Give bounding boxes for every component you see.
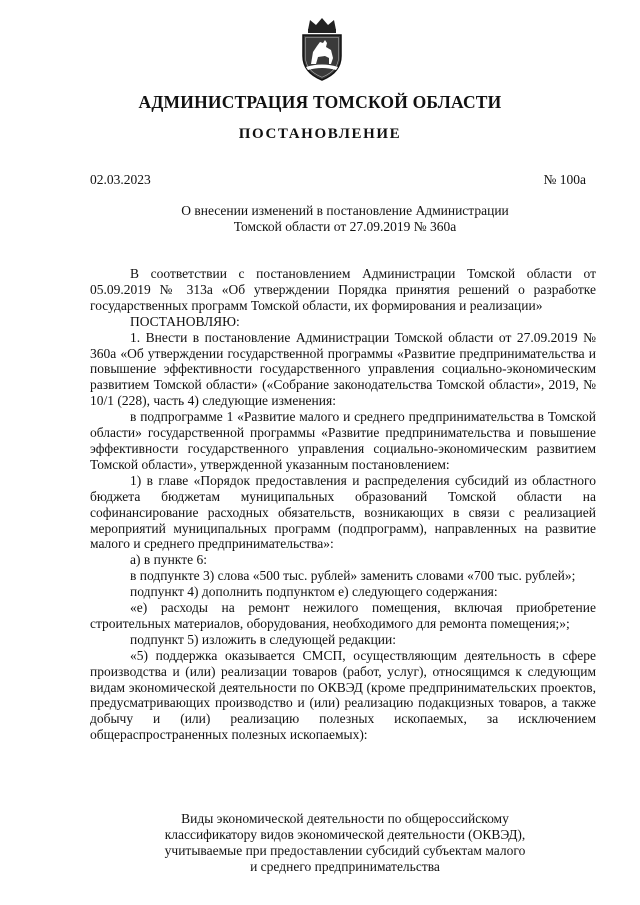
body-paragraph: а) в пункте 6: [130, 552, 207, 568]
body-paragraph: подпункт 4) дополнить подпунктом е) следующего содержания: [130, 584, 498, 600]
document-type: ПОСТАНОВЛЕНИЕ [238, 126, 402, 142]
document-date: 02.03.2023 [90, 172, 151, 187]
document-subject [120, 203, 570, 235]
heading-line: учитываемые при предоставлении субсидий субъектам малого [164, 843, 526, 858]
heading-line: Виды экономической деятельности по общероссийскому [181, 811, 509, 826]
document-body [90, 266, 596, 743]
body-paragraph: «е) расходы на ремонт нежилого помещения, включая приобретение строительных материалов, оборудования, необходимого для ремонта помещения;»; [90, 600, 596, 631]
body-paragraph: в подпункте 3) слова «500 тыс. рублей» заменить словами «700 тыс. рублей»; [130, 568, 576, 584]
preamble-paragraph: В соответствии с постановлением Администрации Томской области от 05.09.2019 № 313а «Об утверждении Порядка принятия решений о разработке государственных программ Томской области, их формирования и реализации» [90, 266, 596, 313]
organization-title: АДМИНИСТРАЦИЯ ТОМСКОЙ ОБЛАСТИ [138, 92, 502, 112]
subject-line: Томской области от 27.09.2019 № 360а [233, 219, 457, 234]
resolution-word: ПОСТАНОВЛЯЮ: [130, 313, 240, 329]
body-paragraph: 1) в главе «Порядок предоставления и распределения субсидий из областного бюджета бюджетам муниципальных образований Томской области на софинансирование расходных обязательств, возникающих в связи с реализацией мероприятий муниципальных программ (подпрограмм), направленных на развитие малого и среднего предпринимательства»: [90, 472, 596, 552]
document-number: № 100а [543, 172, 586, 187]
body-paragraph: 1. Внести в постановление Администрации Томской области от 27.09.2019 № 360а «Об утверждении государственной программы «Развитие предпринимательства и повышение эффективности государственного управления социально-экономическим развитием Томской области» («Собрание законодательства Томской области», 2019, № 10/1 (228), часть 4) следующие изменения: [90, 329, 596, 409]
body-paragraph: в подпрограмме 1 «Развитие малого и среднего предпринимательства в Томской области» государственной программы «Развитие предпринимательства и повышение эффективности государственного управления социально-экономическим развитием Томской области», утвержденной указанным постановлением: [90, 409, 596, 472]
heading-line: классификатору видов экономической деятельности (ОКВЭД), [164, 827, 526, 842]
subject-line: О внесении изменений в постановление Администрации [181, 203, 509, 218]
heading-line: и среднего предпринимательства [250, 859, 440, 874]
section-heading [120, 811, 570, 875]
body-paragraph: подпункт 5) изложить в следующей редакции: [130, 631, 397, 647]
body-paragraph: «5) поддержка оказывается СМСП, осуществляющим деятельность в сфере производства и (или) реализации товаров (работ, услуг), относящимся к следующим видам экономической деятельности по ОКВЭД (кроме предпринимательских проектов, предусматривающих производство и (или) реализацию подакцизных товаров, а также добычу и (или) реализацию полезных ископаемых, за исключением общераспространенных полезных ископаемых): [90, 647, 596, 743]
tomsk-coat-of-arms-icon [296, 16, 348, 82]
